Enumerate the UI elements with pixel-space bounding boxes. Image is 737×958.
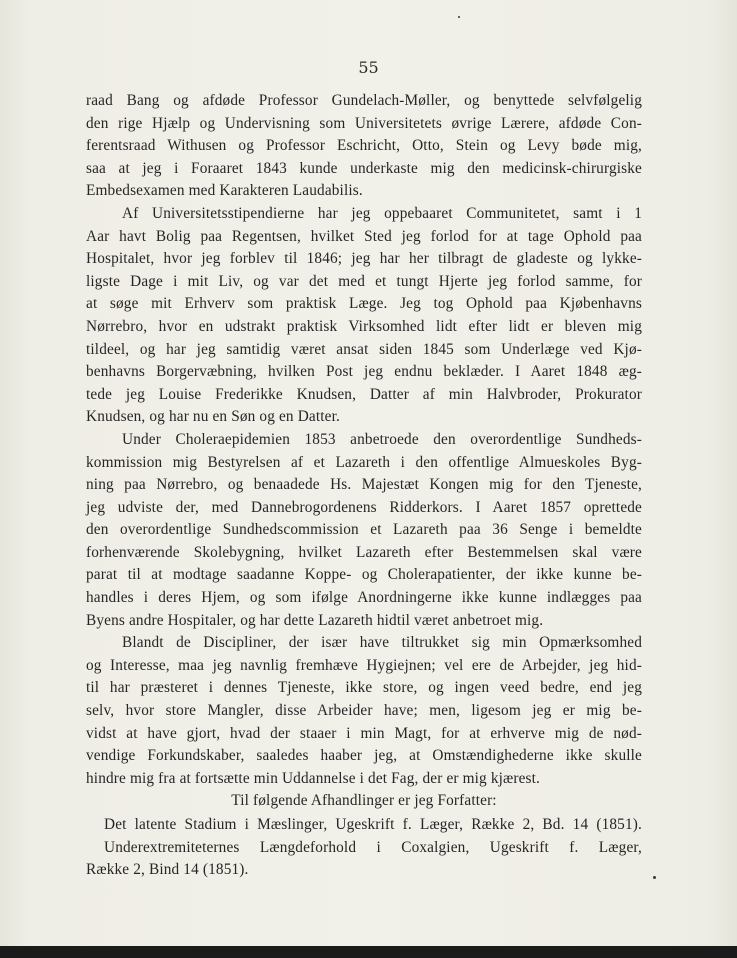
- text-line: Aar havt Bolig paa Regentsen, hvilket Sted jeg forlod for at tage Ophold paa: [86, 227, 642, 245]
- paragraph-3: [86, 429, 642, 632]
- text-line: og Interesse, maa jeg navnlig fremhæve Hygiejnen; vel ere de Arbejder, jeg hid-: [86, 656, 642, 674]
- text-line: Byens andre Hospitaler, og har dette Lazareth hidtil været anbetroet mig.: [86, 611, 544, 629]
- text-line: Under Choleraepidemien 1853 anbetroede den overordentlige Sundheds-: [122, 430, 642, 448]
- text-line: til har præsteret i dennes Tjeneste, ikke store, og ingen veed bedre, end jeg: [86, 679, 642, 697]
- publications-heading: Til følgende Afhandlinger er jeg Forfatter:: [231, 792, 497, 810]
- text-line: tildeel, og har jeg samtidig været ansat siden 1845 som Underlæge ved Kjø-: [86, 340, 642, 358]
- text-line: Nørrebro, hvor en udstrakt praktisk Virksomhed lidt efter lidt er bleven mig: [86, 317, 642, 335]
- publication-entry: Det latente Stadium i Mæslinger, Ugeskrift f. Læger, Række 2, Bd. 14 (1851).: [104, 816, 642, 833]
- text-line: selv, hvor store Mangler, disse Arbeider have; men, ligesom jeg er mig be-: [86, 702, 642, 720]
- publication-list: [86, 814, 642, 882]
- text-line: forhenværende Skolebygning, hvilket Lazareth efter Bestemmelsen skal være: [86, 543, 642, 561]
- text-line: handles i deres Hjem, og som ifølge Anordningerne ikke kunne indlægges paa: [86, 589, 642, 607]
- text-line: Blandt de Discipliner, der især have tiltrukket sig min Opmærksomhed: [122, 634, 642, 652]
- text-line: saa at jeg i Foraaret 1843 kunde underkaste mig den medicinsk-chirurgiske: [86, 159, 642, 177]
- text-line: ning paa Nørrebro, og benaadede Hs. Majestæt Kongen mig for den Tjeneste,: [86, 476, 642, 494]
- text-line: ligste Dage i mit Liv, og var det med et tungt Hjerte jeg forlod samme, for: [86, 272, 642, 290]
- paragraph-2: [86, 203, 642, 429]
- text-line: Embedsexamen med Karakteren Laudabilis.: [86, 182, 363, 200]
- text-line: den overordentlige Sundhedscommission et Lazareth paa 36 Senge i bemeldte: [86, 521, 642, 539]
- paper-speck: [458, 16, 460, 18]
- text-line: hindre mig fra at fortsætte min Uddannelse i det Fag, der er mig kjærest.: [86, 769, 541, 787]
- text-line: at søge mit Erhverv som praktisk Læge. Jeg tog Ophold paa Kjøbenhavns: [86, 295, 642, 313]
- paper-speck: [653, 876, 656, 879]
- text-line: vidst at have gjort, hvad der staaer i min Magt, for at erhverve mig de nød-: [86, 724, 642, 742]
- text-line: kommission mig Bestyrelsen af et Lazareth i den offentlige Almueskoles Byg-: [86, 453, 642, 471]
- text-line: ferentsraad Withusen og Professor Eschricht, Otto, Stein og Levy bøde mig,: [86, 137, 642, 155]
- text-line: vendige Forkundskaber, saaledes haaber jeg, at Omstændighederne ikke skulle: [86, 747, 642, 765]
- text-line: Af Universitetsstipendierne har jeg oppebaaret Communitetet, samt i 1: [122, 204, 642, 222]
- page-number: 55: [358, 58, 379, 77]
- body-text: [86, 90, 642, 882]
- scan-bottom-border: [0, 946, 737, 958]
- text-line: raad Bang og afdøde Professor Gundelach-Møller, og benyttede selvfølgelig: [86, 92, 642, 109]
- publication-entry-continuation: Række 2, Bind 14 (1851).: [86, 861, 249, 879]
- publication-entry: Underextremiteternes Længdeforhold i Coxalgien, Ugeskrift f. Læger,: [104, 838, 642, 856]
- text-line: benhavns Borgervæbning, hvilken Post jeg endnu beklæder. I Aaret 1848 æg-: [86, 363, 642, 381]
- text-line: den rige Hjælp og Undervisning som Universitetets øvrige Lærere, afdøde Con-: [86, 114, 642, 132]
- text-line: Knudsen, og har nu en Søn og en Datter.: [86, 408, 340, 426]
- text-line: parat til at modtage saadanne Koppe- og Cholerapatienter, der ikke kunne be-: [86, 566, 642, 584]
- text-line: jeg udviste der, med Dannebrogordenens Ridderkors. I Aaret 1857 oprettede: [86, 498, 642, 516]
- text-line: tede jeg Louise Frederikke Knudsen, Datter af min Halvbroder, Prokurator: [86, 385, 642, 403]
- text-line: Hospitalet, hvor jeg forblev til 1846; jeg har her tilbragt de gladeste og lykke-: [86, 250, 642, 268]
- paragraph-1: [86, 90, 642, 203]
- paragraph-4: [86, 632, 642, 790]
